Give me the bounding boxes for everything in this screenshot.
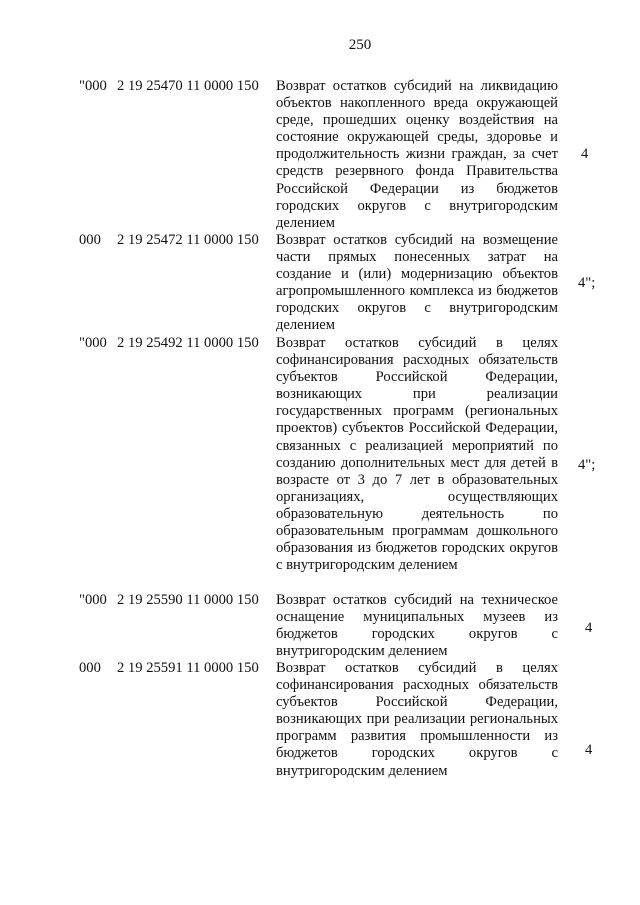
row-description: Возврат остатков субсидий на ликвидацию объектов накопленного вреда окружающей среде, прошедших оценку воздействия на состояние окружающей среды, здоровье и продолжительность жизни граждан, за счет средств резервного фонда Правительства Российской Федерации из бюджетов городских округов с внутригородским делением xyxy=(276,78,558,231)
budget-code: 2 19 25470 11 0000 150 xyxy=(117,78,259,94)
row-value: 4 xyxy=(585,620,593,636)
row-value: 4"; xyxy=(578,275,596,291)
row-prefix: "000 xyxy=(79,78,107,94)
row-description: Возврат остатков субсидий в целях софинансирования расходных обязательств субъектов Российской Федерации, возникающих при реализации государственных программ (региональных проектов) субъектов Российской Федерации, связанных с реализацией мероприятий по созданию дополнительных мест для детей в возрасте от 3 до 7 лет в образовательных организациях, осуществляющих образовательную деятельность по образовательным программам дошкольного образования из бюджетов городских округов с внутригородским делением xyxy=(276,335,558,574)
row-prefix: "000 xyxy=(79,592,107,608)
row-description: Возврат остатков субсидий на возмещение части прямых понесенных затрат на создание и (или) модернизацию объектов агропромышленного комплекса из бюджетов городских округов с внутригородским делением xyxy=(276,232,558,334)
page-number: 250 xyxy=(348,37,372,53)
row-prefix: "000 xyxy=(79,335,107,351)
row-value: 4"; xyxy=(578,457,596,473)
budget-code: 2 19 25590 11 0000 150 xyxy=(117,592,259,608)
row-prefix: 000 xyxy=(79,232,101,248)
row-description: Возврат остатков субсидий в целях софинансирования расходных обязательств субъектов Российской Федерации, возникающих при реализации региональных программ развития промышленности из бюджетов городских округов с внутригородским делением xyxy=(276,660,558,779)
row-value: 4 xyxy=(585,742,593,758)
budget-code: 2 19 25492 11 0000 150 xyxy=(117,335,259,351)
budget-code: 2 19 25472 11 0000 150 xyxy=(117,232,259,248)
row-description: Возврат остатков субсидий на техническое оснащение муниципальных музеев из бюджетов городских округов с внутригородским делением xyxy=(276,592,558,660)
row-prefix: 000 xyxy=(79,660,101,676)
row-value: 4 xyxy=(581,146,589,162)
budget-code: 2 19 25591 11 0000 150 xyxy=(117,660,259,676)
